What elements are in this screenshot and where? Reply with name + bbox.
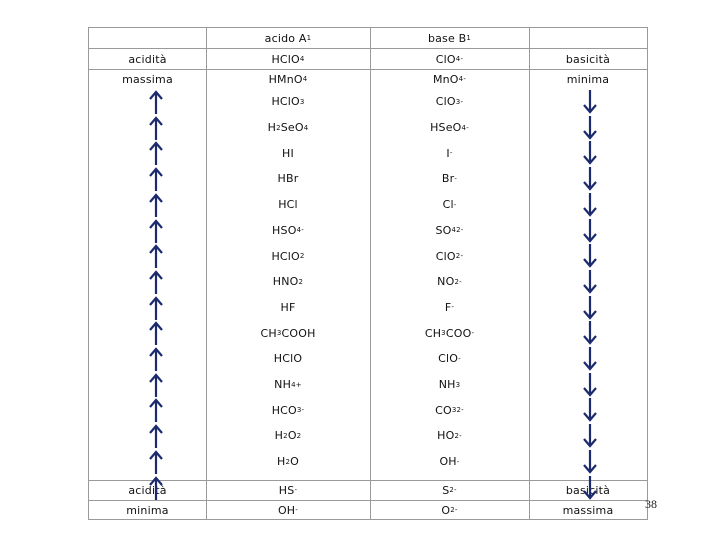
header-base: base B 1 (427, 31, 472, 45)
acid-cell: CH 3 COOH (260, 326, 316, 340)
up-arrow-icon (148, 115, 164, 141)
down-arrow-icon (582, 320, 598, 346)
down-arrow-icon (582, 243, 598, 269)
acid-cell: HCl (278, 198, 298, 212)
up-arrow-icon (148, 449, 164, 475)
down-arrow-icon (582, 140, 598, 166)
down-arrow-icon (582, 346, 598, 372)
label-acidity-min-line1: acidità (128, 483, 167, 497)
acid-cell: HClO 2 (271, 249, 305, 263)
up-arrow-icon (148, 243, 164, 269)
label-acidity-max-line1: acidità (128, 52, 167, 66)
acid-cell: HI (282, 146, 294, 160)
up-arrow-icon (148, 295, 164, 321)
down-arrow-icon (582, 295, 598, 321)
base-cell: HSeO 4- (430, 121, 469, 135)
base-cell: Br - (441, 172, 458, 186)
down-arrow-icon (582, 269, 598, 295)
base-cell: Cl - (442, 198, 457, 212)
up-arrow-icon (148, 397, 164, 423)
down-arrow-icon (582, 397, 598, 423)
base-cell: OH - (439, 455, 460, 469)
base-cell: ClO 2- (435, 249, 464, 263)
acid-cell: H 2 O 2 (274, 429, 302, 443)
base-cell: O 2- (441, 503, 458, 517)
base-cell: NH 3 (438, 378, 461, 392)
acid-cell: H 2 O (277, 455, 299, 469)
up-arrow-icon (148, 192, 164, 218)
acid-cell: HNO 2 (272, 275, 304, 289)
acid-cell: HClO 3 (271, 95, 305, 109)
column-divider (529, 28, 530, 519)
acid-base-table (88, 27, 648, 520)
base-cell: ClO 4- (435, 52, 464, 66)
label-acidity-max-line2: massima (122, 72, 173, 86)
up-arrow-icon (148, 320, 164, 346)
down-arrow-icon (582, 423, 598, 449)
up-arrow-icon (148, 218, 164, 244)
acid-cell: NH 4+ (274, 378, 302, 392)
acid-cell: HMnO 4 (268, 72, 308, 86)
acid-cell: HBr (277, 172, 299, 186)
base-cell: SO 42- (435, 223, 464, 237)
base-cell: S 2- (442, 483, 457, 497)
up-arrow-icon (148, 89, 164, 115)
base-cell: I - (446, 146, 453, 160)
base-cell: ClO 3- (435, 95, 464, 109)
base-cell: CO 32- (435, 403, 464, 417)
acid-cell: OH - (277, 503, 299, 517)
up-arrow-icon (148, 346, 164, 372)
acid-cell: HClO (273, 352, 303, 366)
base-cell: MnO 4- (432, 72, 467, 86)
down-arrow-icon (582, 372, 598, 398)
page-number: 38 (645, 497, 657, 511)
up-arrow-icon (148, 372, 164, 398)
up-arrow-icon (148, 423, 164, 449)
down-arrow-icon (582, 192, 598, 218)
acid-cell: H 2 SeO 4 (267, 121, 309, 135)
down-arrow-icon (582, 449, 598, 475)
down-arrow-icon (582, 89, 598, 115)
acid-cell: HSO 4- (272, 223, 304, 237)
base-cell: ClO - (438, 352, 461, 366)
label-basicity-max-line1: basicità (565, 483, 611, 497)
base-cell: CH 3 COO - (424, 326, 475, 340)
acid-cell: HClO 4 (271, 52, 305, 66)
acid-cell: HS - (278, 483, 298, 497)
down-arrow-icon (582, 166, 598, 192)
up-arrow-icon (148, 475, 164, 501)
base-cell: NO 2- (437, 275, 462, 289)
header-acid: acido A 1 (264, 31, 312, 45)
label-basicity-min-line1: basicità (565, 52, 611, 66)
up-arrow-icon (148, 166, 164, 192)
up-arrow-icon (148, 269, 164, 295)
label-acidity-min-line2: minima (126, 503, 169, 517)
down-arrow-icon (582, 115, 598, 141)
label-basicity-min-line2: minima (566, 72, 610, 86)
down-arrow-icon (582, 218, 598, 244)
label-basicity-max-line2: massima (562, 503, 614, 517)
up-arrow-icon (148, 140, 164, 166)
base-cell: F - (444, 300, 455, 314)
acid-cell: HCO 3- (271, 403, 305, 417)
down-arrow-icon (582, 475, 598, 501)
acid-cell: HF (280, 300, 296, 314)
base-cell: HO 2- (437, 429, 462, 443)
